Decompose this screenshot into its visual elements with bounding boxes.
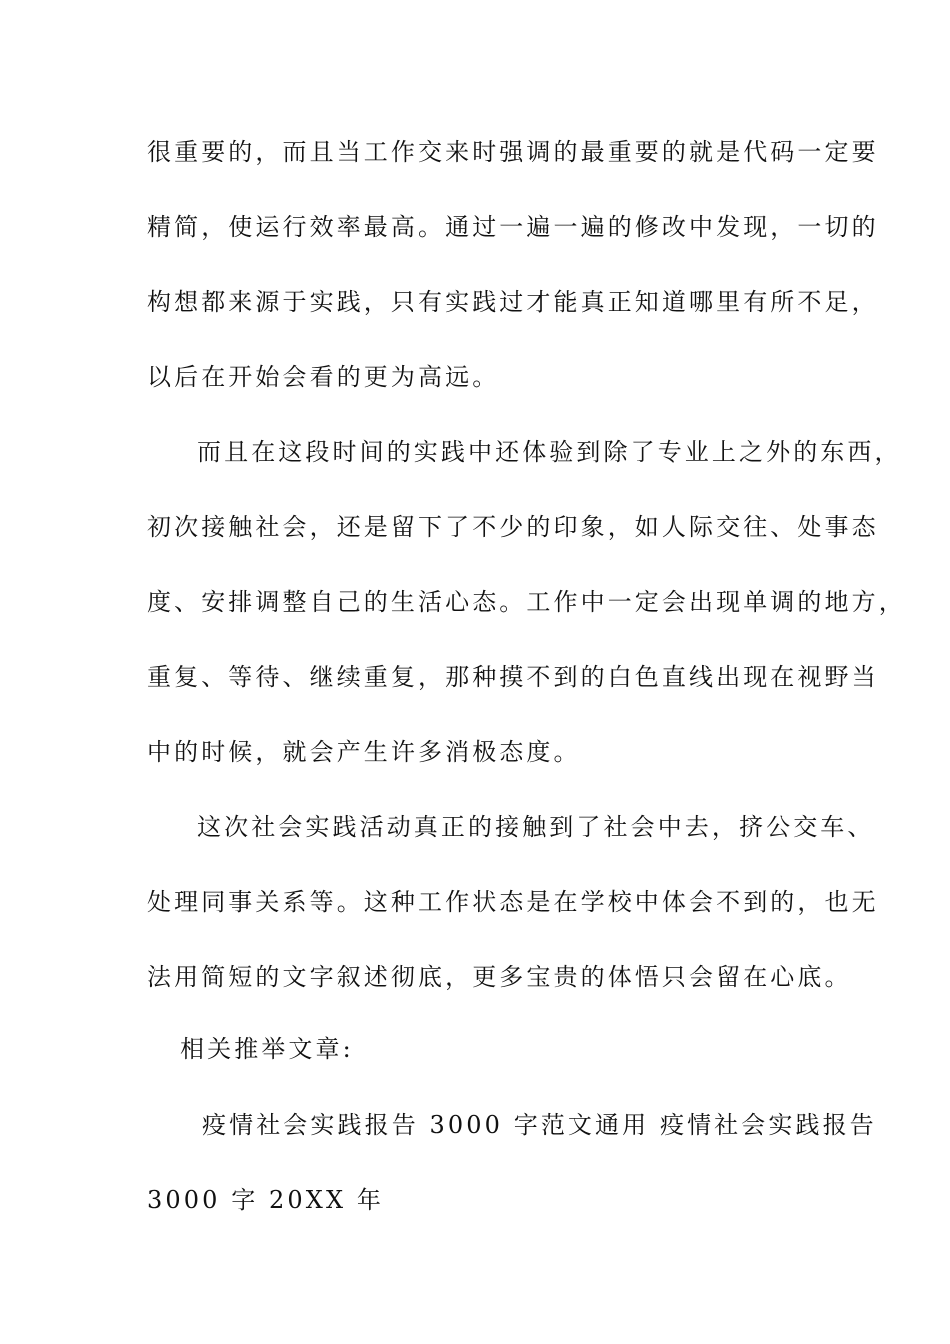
paragraph-line: 处理同事关系等。这种工作状态是在学校中体会不到的，也无 — [147, 888, 879, 916]
paragraph-line: 以后在开始会看的更为高远。 — [147, 363, 500, 391]
paragraph-line: 初次接触社会，还是留下了不少的印象，如人际交往、处事态 — [147, 513, 879, 541]
paragraph-line: 构想都来源于实践，只有实践过才能真正知道哪里有所不足， — [147, 288, 879, 316]
paragraph-line: 而且在这段时间的实践中还体验到除了专业上之外的东西， — [197, 438, 902, 466]
related-article-link-continued[interactable]: 3000 字 20XX 年 — [147, 1186, 384, 1214]
paragraph-line: 这次社会实践活动真正的接触到了社会中去，挤公交车、 — [197, 813, 875, 841]
paragraph-line: 度、安排调整自己的生活心态。工作中一定会出现单调的地方， — [147, 588, 906, 616]
paragraph-line: 重复、等待、继续重复，那种摸不到的白色直线出现在视野当 — [147, 663, 879, 691]
paragraph-line: 精简，使运行效率最高。通过一遍一遍的修改中发现，一切的 — [147, 213, 879, 241]
paragraph-line: 法用简短的文字叙述彻底，更多宝贵的体悟只会留在心底。 — [147, 963, 852, 991]
related-articles-heading: 相关推举文章: — [180, 1035, 354, 1063]
paragraph-line: 很重要的，而且当工作交来时强调的最重要的就是代码一定要 — [147, 138, 879, 166]
related-article-link[interactable]: 疫情社会实践报告 3000 字范文通用 疫情社会实践报告 — [202, 1111, 877, 1139]
paragraph-line: 中的时候，就会产生许多消极态度。 — [147, 738, 581, 766]
